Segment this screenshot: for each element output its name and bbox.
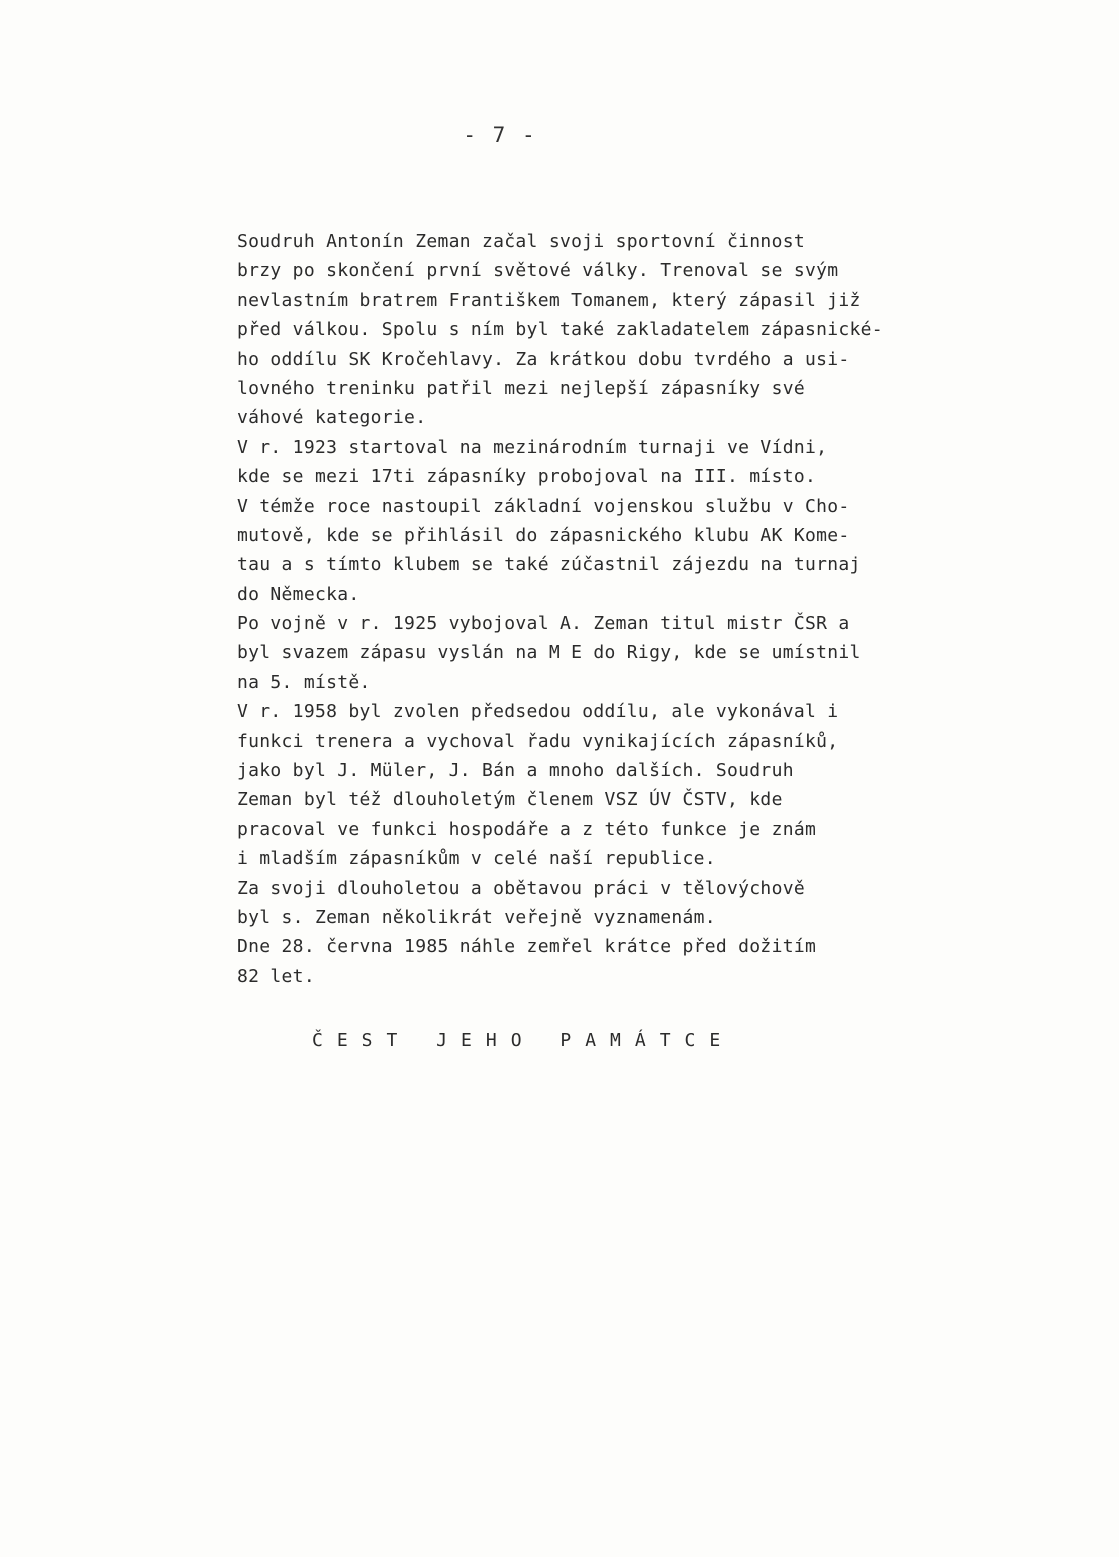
text-line: váhové kategorie. (237, 407, 427, 429)
text-line: brzy po skončení první světové války. Trenoval se svým (237, 260, 839, 282)
text-line: kde se mezi 17ti zápasníky probojoval na III. místo. (237, 466, 817, 488)
text-line: funkci trenera a vychoval řadu vynikajících zápasníků, (237, 730, 839, 752)
text-line: Soudruh Antonín Zeman začal svoji sportovní činnost (237, 231, 805, 252)
text-line: do Německa. (237, 583, 360, 605)
text-line: byl s. Zeman několikrát veřejně vyznamenám. (237, 906, 716, 928)
text-line: Dne 28. června 1985 náhle zemřel krátce před dožitím (237, 936, 817, 958)
text-line: lovného treninku patřil mezi nejlepší zápasníky své (237, 377, 805, 399)
text-line: ho oddílu SK Kročehlavy. Za krátkou dobu tvrdého a usi- (237, 348, 850, 370)
text-line: 82 let. (237, 965, 315, 987)
text-line: mutově, kde se přihlásil do zápasnického klubu AK Kome- (237, 524, 850, 546)
text-line: V témže roce nastoupil základní vojenskou službu v Cho- (237, 495, 850, 517)
body-text (237, 227, 997, 991)
text-line: Za svoji dlouholetou a obětavou práci v tělovýchově (237, 877, 805, 899)
text-line: nevlastním bratrem Františkem Tomanem, který zápasil již (237, 289, 861, 311)
text-line: V r. 1923 startoval na mezinárodním turnaji ve Vídni, (237, 436, 828, 458)
text-line: jako byl J. Müler, J. Bán a mnoho dalších. Soudruh (237, 760, 794, 782)
text-line: Po vojně v r. 1925 vybojoval A. Zeman titul mistr ČSR a (237, 613, 850, 635)
text-line: tau a s tímto klubem se také zúčastnil zájezdu na turnaj (237, 554, 861, 576)
text-line: V r. 1958 byl zvolen předsedou oddílu, ale vykonával i (237, 701, 839, 723)
page-number: - 7 - (463, 123, 537, 147)
text-line: před válkou. Spolu s ním byl také zakladatelem zápasnické- (237, 319, 883, 341)
text-line: Zeman byl též dlouholetým členem VSZ ÚV ČSTV, kde (237, 789, 783, 811)
text-line: i mladším zápasníkům v celé naší republice. (237, 848, 716, 870)
text-line: pracoval ve funkci hospodáře a z této funkce je znám (237, 818, 817, 840)
text-line: byl svazem zápasu vyslán na M E do Rigy, kde se umístnil (237, 642, 861, 664)
closing-tribute: ČEST JEHO PAMÁTCE (312, 1030, 735, 1051)
text-line: na 5. místě. (237, 671, 371, 693)
